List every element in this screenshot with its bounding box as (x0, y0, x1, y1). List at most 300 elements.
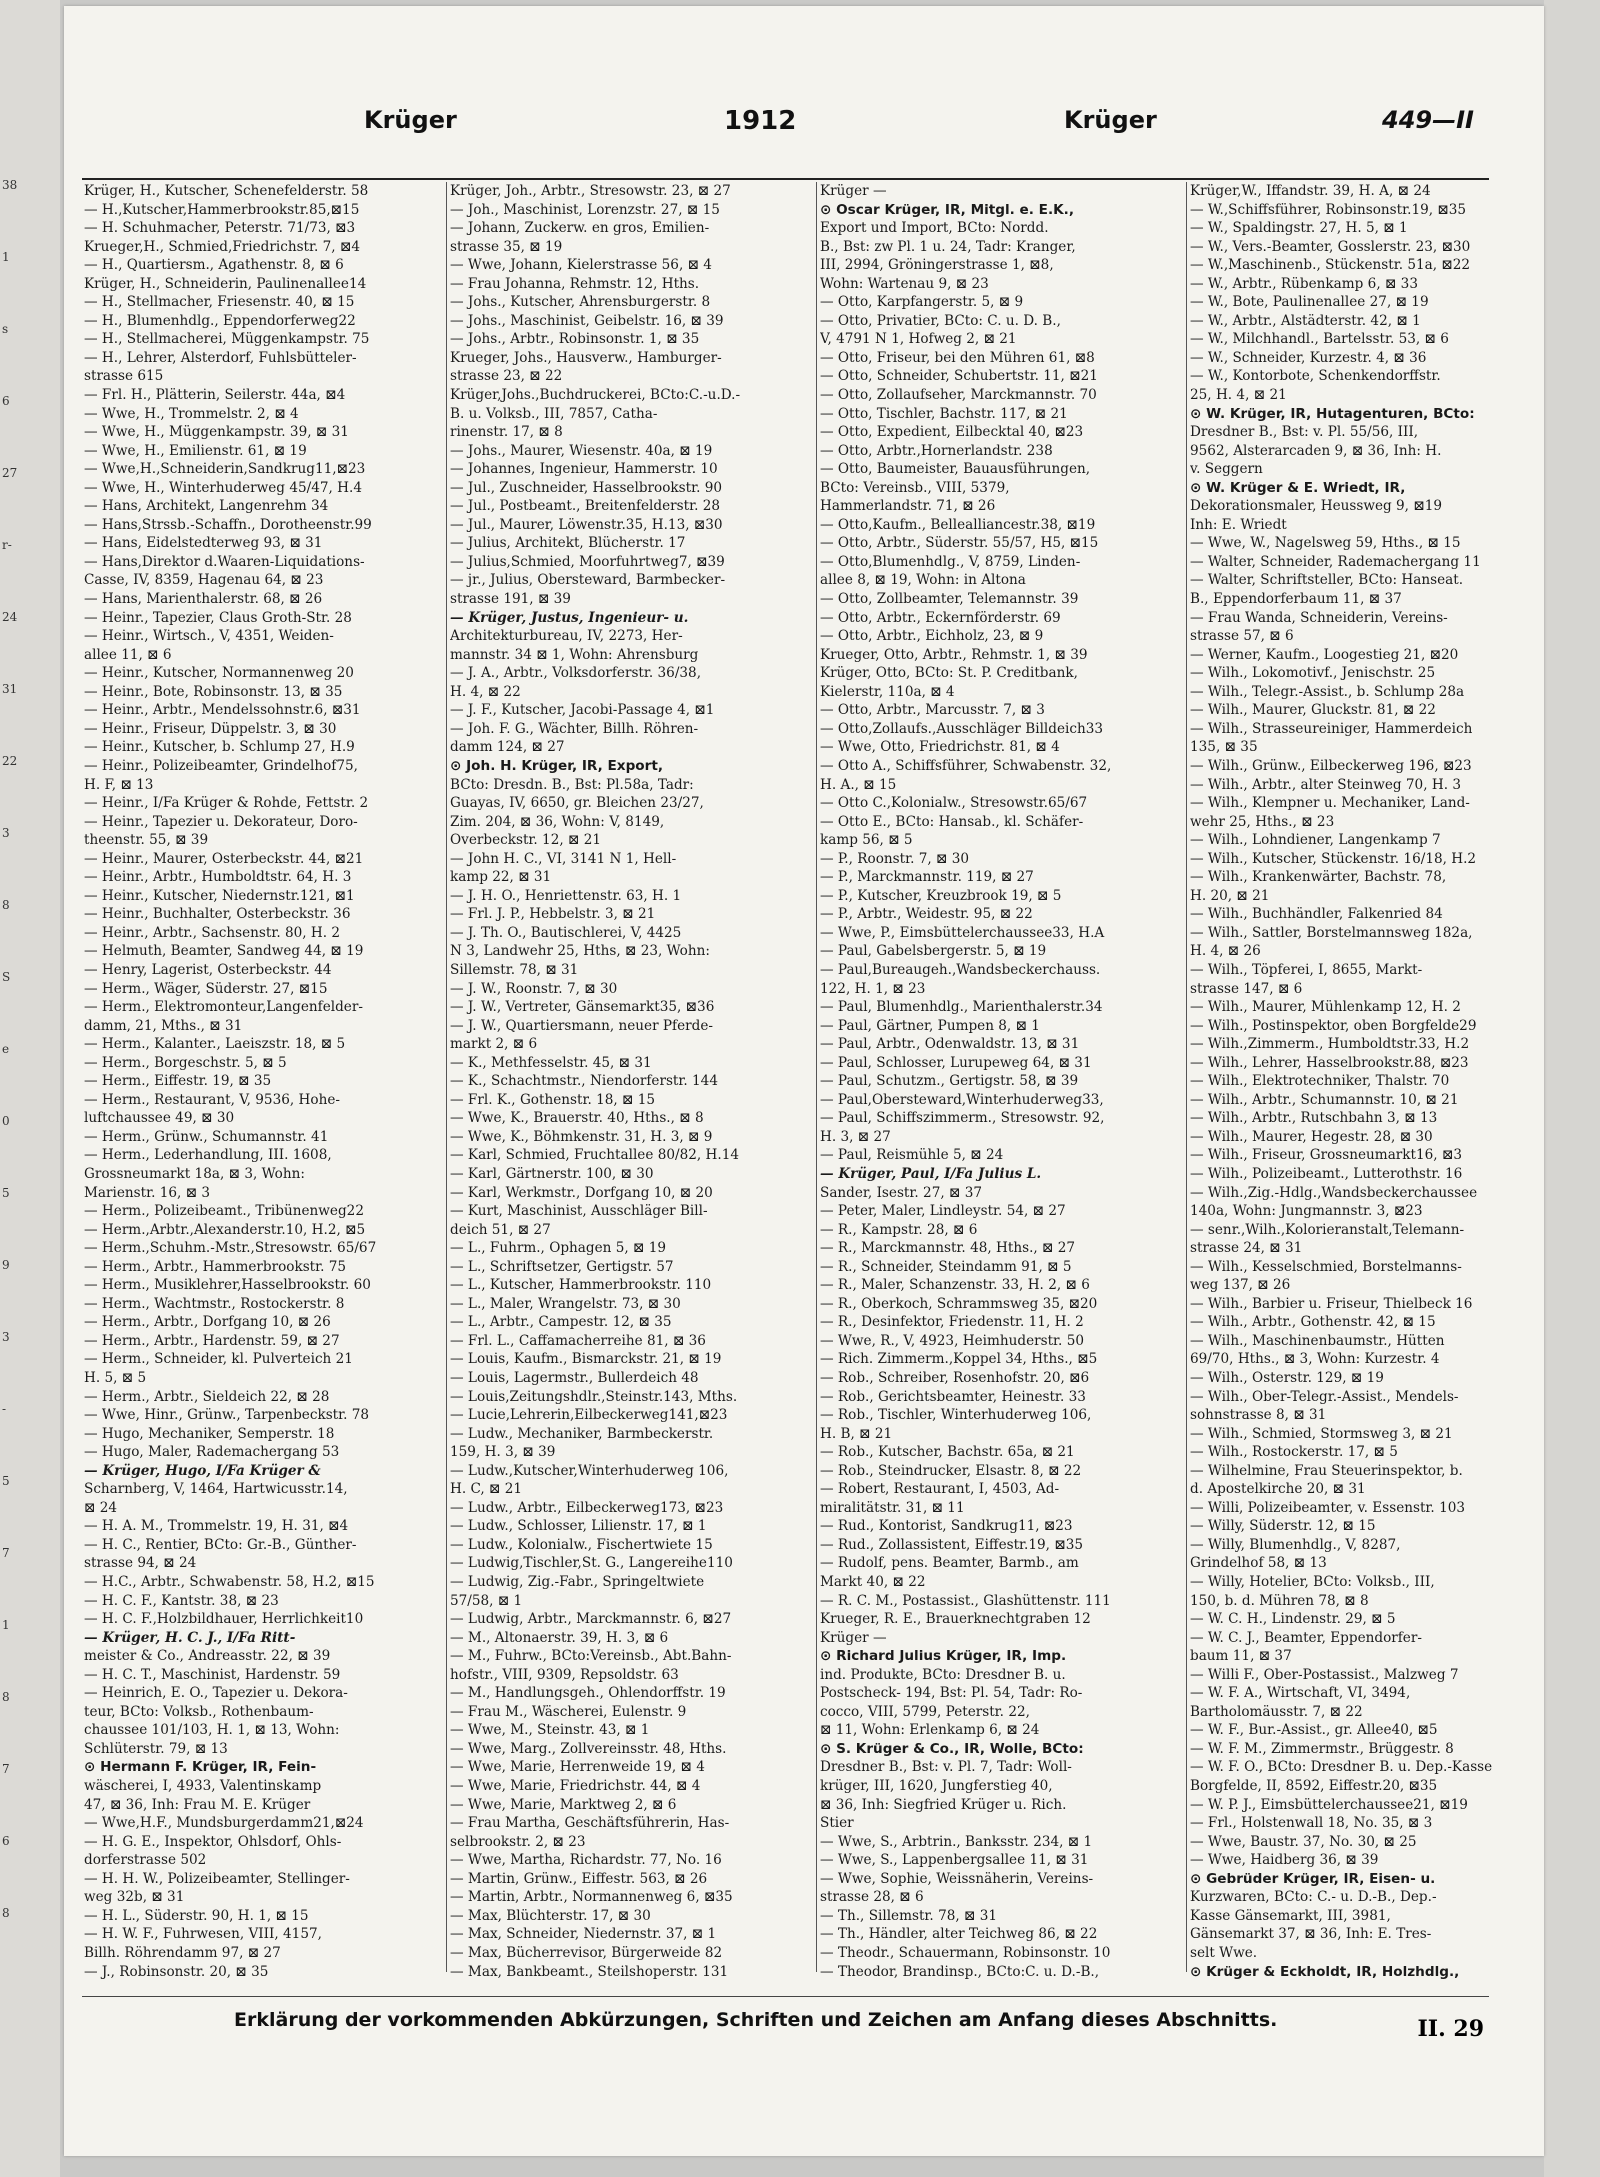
directory-entry-line: markt 2, ⊠ 6 (450, 1036, 538, 1053)
directory-entry-line: — Wilh., Krankenwärter, Bachstr. 78, (1190, 869, 1447, 886)
directory-entry-line: Dekorationsmaler, Heussweg 9, ⊠19 (1190, 498, 1443, 515)
directory-entry-line: — Wwe, M., Steinstr. 43, ⊠ 1 (450, 1722, 650, 1739)
directory-entry-line: ⊙ Hermann F. Krüger, IR, Fein- (84, 1759, 317, 1776)
directory-entry-line: mannstr. 34 ⊠ 1, Wohn: Ahrensburg (450, 646, 699, 663)
directory-entry-line: — Jul., Zuschneider, Hasselbrookstr. 90 (450, 479, 723, 496)
directory-entry-line: Krueger, Johs., Hausverw., Hamburger- (450, 349, 722, 366)
directory-entry-line: — Theodor, Brandinsp., BCto:C. u. D.-B., (820, 1963, 1100, 1980)
directory-entry-line: — Frau M., Wäscherei, Eulenstr. 9 (450, 1703, 687, 1720)
directory-entry-line: Schlüterstr. 79, ⊠ 13 (84, 1740, 228, 1757)
directory-entry-line: — Ludwig, Arbtr., Marckmannstr. 6, ⊠27 (450, 1611, 732, 1628)
directory-entry-line: — H. C., Rentier, BCto: Gr.-B., Günther- (84, 1536, 357, 1553)
directory-entry-line: — Rob., Tischler, Winterhuderweg 106, (820, 1407, 1092, 1424)
directory-entry-line: — H. A. M., Trommelstr. 19, H. 31, ⊠4 (84, 1518, 349, 1535)
directory-entry-line: Dresdner B., Bst: v. Pl. 7, Tadr: Woll- (820, 1759, 1072, 1776)
directory-entry-line: — Otto, Friseur, bei den Mühren 61, ⊠8 (820, 349, 1095, 366)
directory-entry-line: — Otto, Privatier, BCto: C. u. D. B., (820, 312, 1061, 329)
directory-entry-line: — Hans,Strssb.-Schaffn., Dorotheenstr.99 (84, 516, 372, 533)
directory-entry-line: — R., Schneider, Steindamm 91, ⊠ 5 (820, 1258, 1072, 1275)
directory-entry-line: — Otto, Arbtr., Eckernförderstr. 69 (820, 609, 1061, 626)
directory-entry-line: — Wilh., Arbtr., Rutschbahn 3, ⊠ 13 (1190, 1110, 1438, 1127)
directory-entry-line: — W.,Schiffsführer, Robinsonstr.19, ⊠35 (1190, 201, 1467, 218)
directory-entry-line: Krüger, Joh., Arbtr., Stresowstr. 23, ⊠ 27 (450, 183, 731, 199)
directory-entry-line: — Paul, Reismühle 5, ⊠ 24 (820, 1147, 1004, 1164)
directory-entry-line: H. 3, ⊠ 27 (820, 1128, 891, 1145)
directory-entry-line: Bartholomäusstr. 7, ⊠ 22 (1190, 1703, 1363, 1720)
directory-entry-line: 140a, Wohn: Jungmannstr. 3, ⊠23 (1190, 1203, 1423, 1220)
adjacent-page-fragment: 3 (2, 826, 10, 840)
directory-entry-line (820, 1981, 1184, 1982)
directory-entry-line: — Wilh., Telegr.-Assist., b. Schlump 28a (1190, 683, 1465, 700)
directory-entry-line: Grindelhof 58, ⊠ 13 (1190, 1555, 1327, 1572)
directory-entry-line: strasse 94, ⊠ 24 (84, 1555, 197, 1572)
directory-entry-line: chaussee 101/103, H. 1, ⊠ 13, Wohn: (84, 1722, 340, 1739)
directory-entry-line: kamp 22, ⊠ 31 (450, 869, 552, 886)
directory-entry-line: — Wwe, R., V, 4923, Heimhuderstr. 50 (820, 1332, 1085, 1349)
directory-entry-line: — Ludw., Schlosser, Lilienstr. 17, ⊠ 1 (450, 1518, 707, 1535)
directory-entry-line: — H.,Kutscher,Hammerbrookstr.85,⊠15 (84, 201, 360, 218)
directory-entry-line: — J. W., Vertreter, Gänsemarkt35, ⊠36 (450, 999, 715, 1016)
adjacent-page-fragment: s (2, 322, 9, 336)
directory-entry-line: — Heinr., Bote, Robinsonstr. 13, ⊠ 35 (84, 683, 343, 700)
directory-entry-line: — Rudolf, pens. Beamter, Barmb., am (820, 1555, 1079, 1572)
directory-entry-line: — Ludw., Mechaniker, Barmbeckerstr. (450, 1425, 714, 1442)
directory-entry-line: H. B, ⊠ 21 (820, 1425, 893, 1442)
column-3 (820, 182, 1184, 1982)
directory-entry-line: — Wilh.,Zimmerm., Humboldtstr.33, H.2 (1190, 1036, 1470, 1053)
adjacent-page-fragment: 0 (2, 1114, 10, 1128)
directory-entry-line: — H. C. F.,Holzbildhauer, Herrlichkeit10 (84, 1611, 364, 1628)
directory-entry-line: — Wwe, P., Eimsbüttelerchaussee33, H.A (820, 924, 1105, 941)
directory-entry-line: — Walter, Schriftsteller, BCto: Hanseat. (1190, 572, 1464, 589)
directory-entry-line: — H.C., Arbtr., Schwabenstr. 58, H.2, ⊠15 (84, 1574, 375, 1591)
directory-entry-line: — Otto, Arbtr.,Hornerlandstr. 238 (820, 442, 1053, 459)
directory-entry-line: — W. P. J., Eimsbüttelerchaussee21, ⊠19 (1190, 1796, 1468, 1813)
directory-entry-line: — Wwe, Marg., Zollvereinsstr. 48, Hths. (450, 1740, 727, 1757)
directory-entry-line: — Max, Blüchterstr. 17, ⊠ 30 (450, 1907, 651, 1924)
directory-entry-line: — Johs., Kutscher, Ahrensburgerstr. 8 (450, 294, 711, 311)
header-rule (82, 178, 1489, 180)
directory-entry-line: — Louis,Zeitungshdlr.,Steinstr.143, Mths. (450, 1388, 738, 1405)
column-divider (446, 182, 447, 1972)
directory-entry-line: Inh: E. Wriedt (1190, 516, 1287, 533)
directory-entry-line: — Wilh., Polizeibeamt., Lutterothstr. 16 (1190, 1165, 1463, 1182)
directory-entry-line: — Paul,Bureaugeh.,Wandsbeckerchauss. (820, 961, 1101, 978)
directory-entry-line: rinenstr. 17, ⊠ 8 (450, 424, 563, 441)
directory-entry-line: — Martin, Arbtr., Normannenweg 6, ⊠35 (450, 1889, 733, 1906)
directory-entry-line: — Hans,Direktor d.Waaren-Liquidations- (84, 553, 365, 570)
directory-entry-line: — Krüger, H. C. J., I/Fa Ritt- (84, 1629, 296, 1646)
directory-entry-line: meister & Co., Andreasstr. 22, ⊠ 39 (84, 1648, 331, 1665)
directory-entry-line: — J. H. O., Henriettenstr. 63, H. 1 (450, 887, 682, 904)
directory-entry-line: — Hugo, Mechaniker, Semperstr. 18 (84, 1425, 335, 1442)
directory-entry-line: Krüger, H., Kutscher, Schenefelderstr. 58 (84, 183, 369, 199)
directory-entry-line: Sillemstr. 78, ⊠ 31 (450, 961, 579, 978)
directory-entry-line: Borgfelde, II, 8592, Eiffestr.20, ⊠35 (1190, 1778, 1438, 1795)
adjacent-page-fragment: e (2, 1042, 10, 1056)
directory-entry-line: — Lucie,Lehrerin,Eilbeckerweg141,⊠23 (450, 1407, 728, 1424)
directory-entry-line: — jr., Julius, Obersteward, Barmbecker- (450, 572, 726, 589)
directory-entry-line: — Heinr., Polizeibeamter, Grindelhof75, (84, 757, 358, 774)
directory-entry-line: — Walter, Schneider, Rademachergang 11 (1190, 553, 1481, 570)
directory-entry-line: — Heinr., Wirtsch., V, 4351, Weiden- (84, 628, 334, 645)
directory-entry-line: strasse 615 (84, 368, 164, 385)
adjacent-page-fragment: 24 (2, 610, 18, 624)
directory-entry-line: — Theodr., Schauermann, Robinsonstr. 10 (820, 1944, 1111, 1961)
directory-entry-line: — Wilh., Osterstr. 129, ⊠ 19 (1190, 1370, 1384, 1386)
directory-entry-line: — Willy, Hotelier, BCto: Volksb., III, (1190, 1574, 1435, 1591)
directory-entry-line: 135, ⊠ 35 (1190, 739, 1258, 756)
directory-entry-line: — H., Lehrer, Alsterdorf, Fuhlsbütteler- (84, 349, 357, 366)
directory-entry-line: — Frl. J. P., Hebbelstr. 3, ⊠ 21 (450, 906, 656, 923)
directory-entry-line: — Otto,Blumenhdlg., V, 8759, Linden- (820, 553, 1081, 570)
directory-entry-line: Architekturbureau, IV, 2273, Her- (450, 628, 683, 645)
directory-entry-line: — Wwe, H., Winterhuderweg 45/47, H.4 (84, 479, 362, 496)
directory-entry-line: wäscherei, I, 4933, Valentinskamp (84, 1778, 322, 1795)
directory-entry-line: — Herm., Elektromonteur,Langenfelder- (84, 999, 363, 1016)
directory-entry-line: — Wwe, Otto, Friedrichstr. 81, ⊠ 4 (820, 739, 1060, 756)
adjacent-page-fragment: 1 (2, 1618, 10, 1632)
directory-entry-line: — Wilh., Schmied, Stormsweg 3, ⊠ 21 (1190, 1425, 1453, 1442)
directory-entry-line: — Wilhelmine, Frau Steuerinspektor, b. (1190, 1462, 1463, 1479)
directory-entry-line: strasse 57, ⊠ 6 (1190, 628, 1294, 645)
directory-entry-line: — Wilh., Postinspektor, oben Borgfelde29 (1190, 1017, 1477, 1034)
directory-entry-line: Krueger,H., Schmied,Friedrichstr. 7, ⊠4 (84, 238, 360, 255)
directory-entry-line (84, 1981, 444, 1982)
directory-entry-line: Stier (820, 1815, 854, 1832)
directory-entry-line: — Frau Martha, Geschäftsführerin, Has- (450, 1815, 730, 1832)
directory-entry-line: luftchaussee 49, ⊠ 30 (84, 1110, 235, 1127)
directory-entry-line: — Willy, Blumenhdlg., V, 8287, (1190, 1536, 1401, 1553)
column-4 (1190, 182, 1535, 1982)
directory-entry-line: — L., Kutscher, Hammerbrookstr. 110 (450, 1277, 712, 1294)
directory-entry-line: Krüger, Otto, BCto: St. P. Creditbank, (820, 665, 1078, 682)
directory-entry-line: — Wilh.,Zig.-Hdlg.,Wandsbeckerchaussee (1190, 1184, 1478, 1201)
directory-entry-line: deich 51, ⊠ 27 (450, 1221, 551, 1238)
adjacent-page-fragment: 38 (2, 178, 18, 192)
directory-entry-line: — Wwe, Haidberg 36, ⊠ 39 (1190, 1852, 1379, 1869)
adjacent-page-fragment: 31 (2, 682, 18, 696)
directory-entry-line: — Wilh., Elektrotechniker, Thalstr. 70 (1190, 1073, 1450, 1090)
directory-entry-line: Wohn: Wartenau 9, ⊠ 23 (820, 275, 989, 292)
directory-entry-line: — Th., Sillemstr. 78, ⊠ 31 (820, 1907, 998, 1924)
directory-entry-line: weg 32b, ⊠ 31 (84, 1889, 185, 1906)
directory-entry-line: — Rob., Kutscher, Bachstr. 65a, ⊠ 21 (820, 1444, 1075, 1461)
directory-entry-line: ⊠ 36, Inh: Siegfried Krüger u. Rich. (820, 1796, 1067, 1813)
directory-entry-line: — W., Schneider, Kurzestr. 4, ⊠ 36 (1190, 349, 1427, 366)
directory-entry-line: — L., Schriftsetzer, Gertigstr. 57 (450, 1258, 674, 1275)
directory-entry-line: BCto: Vereinsb., VIII, 5379, (820, 479, 1010, 496)
directory-entry-line: H. 4, ⊠ 26 (1190, 943, 1261, 960)
directory-entry-line: — Wilh., Kesselschmied, Borstelmanns- (1190, 1258, 1462, 1275)
directory-entry-line: — Wwe, H., Emilienstr. 61, ⊠ 19 (84, 442, 307, 459)
directory-entry-line: — P., Marckmannstr. 119, ⊠ 27 (820, 869, 1034, 886)
directory-entry-line: — Herm., Arbtr., Dorfgang 10, ⊠ 26 (84, 1314, 331, 1331)
directory-entry-line: ⊙ Oscar Krüger, IR, Mitgl. e. E.K., (820, 201, 1074, 218)
directory-entry-line: III, 2994, Gröningerstrasse 1, ⊠8, (820, 257, 1054, 274)
directory-entry-line: 25, H. 4, ⊠ 21 (1190, 387, 1287, 404)
directory-entry-line: — Otto, Zollbeamter, Telemannstr. 39 (820, 591, 1079, 608)
directory-entry-line: — Ludwig,Tischler,St. G., Langereihe110 (450, 1555, 733, 1572)
directory-entry-line: d. Apostelkirche 20, ⊠ 31 (1190, 1481, 1366, 1498)
directory-entry-line: — Heinr., Tapezier u. Dekorateur, Doro- (84, 813, 358, 830)
directory-entry-line: — Otto A., Schiffsführer, Schwabenstr. 32, (820, 757, 1112, 774)
directory-entry-line: — J. A., Arbtr., Volksdorferstr. 36/38, (450, 665, 702, 682)
directory-entry-line: — Joh., Maschinist, Lorenzstr. 27, ⊠ 15 (450, 201, 720, 218)
directory-entry-line: — R., Oberkoch, Schrammsweg 35, ⊠20 (820, 1295, 1098, 1312)
directory-entry-line: — H., Stellmacher, Friesenstr. 40, ⊠ 15 (84, 294, 355, 311)
directory-entry-line: — Wilh., Buchhändler, Falkenried 84 (1190, 906, 1443, 923)
directory-entry-line: — W.,Maschinenb., Stückenstr. 51a, ⊠22 (1190, 257, 1471, 274)
directory-entry-line: cocco, VIII, 5799, Peterstr. 22, (820, 1703, 1030, 1720)
adjacent-page-fragment: 5 (2, 1474, 10, 1488)
directory-entry-line: ⊠ 11, Wohn: Erlenkamp 6, ⊠ 24 (820, 1722, 1040, 1739)
directory-entry-line: — Ludw.,Kutscher,Winterhuderweg 106, (450, 1462, 729, 1479)
directory-entry-line: — Herm., Arbtr., Hammerbrookstr. 75 (84, 1258, 347, 1275)
directory-entry-line: ⊙ W. Krüger, IR, Hutagenturen, BCto: (1190, 405, 1475, 422)
directory-entry-line: — Johann, Zuckerw. en gros, Emilien- (450, 220, 710, 237)
directory-entry-line: — Paul, Schutzm., Gertigstr. 58, ⊠ 39 (820, 1073, 1079, 1090)
directory-entry-line: — Wilh., Lohndiener, Langenkamp 7 (1190, 832, 1441, 849)
directory-entry-line: — Wilh., Lehrer, Hasselbrookstr.88, ⊠23 (1190, 1054, 1469, 1071)
directory-entry-line: — Hans, Marienthalerstr. 68, ⊠ 26 (84, 591, 323, 608)
adjacent-page-fragment: 6 (2, 1834, 10, 1848)
directory-entry-line: — Heinr., I/Fa Krüger & Rohde, Fettstr. 2 (84, 795, 369, 812)
adjacent-page-fragment: 6 (2, 394, 10, 408)
directory-entry-line: V, 4791 N 1, Hofweg 2, ⊠ 21 (820, 331, 1017, 348)
adjacent-page-fragment: S (2, 970, 11, 984)
directory-entry-line: — Wwe, H., Trommelstr. 2, ⊠ 4 (84, 405, 299, 422)
directory-entry-line: — Rich. Zimmerm.,Koppel 34, Hths., ⊠5 (820, 1351, 1098, 1368)
directory-entry-line: — Karl, Gärtnerstr. 100, ⊠ 30 (450, 1165, 654, 1182)
directory-entry-line: — Julius,Schmied, Moorfuhrtweg7, ⊠39 (450, 553, 725, 570)
directory-entry-line: — Ludwig, Zig.-Fabr., Springeltwiete (450, 1574, 705, 1591)
directory-entry-line: Marienstr. 16, ⊠ 3 (84, 1184, 211, 1201)
directory-entry-line: — Herm., Polizeibeamt., Tribünenweg22 (84, 1203, 364, 1220)
directory-entry-line: — Otto, Karpfangerstr. 5, ⊠ 9 (820, 294, 1024, 311)
directory-entry-line: — Wilh., Friseur, Grossneumarkt16, ⊠3 (1190, 1147, 1462, 1164)
directory-entry-line: Guayas, IV, 6650, gr. Bleichen 23/27, (450, 795, 704, 812)
directory-entry-line: 122, H. 1, ⊠ 23 (820, 980, 926, 997)
directory-entry-line: — W. F. M., Zimmermstr., Brüggestr. 8 (1190, 1740, 1454, 1757)
adjacent-page-fragment: 3 (2, 1330, 10, 1344)
directory-entry-line: Postscheck- 194, Bst: Pl. 54, Tadr: Ro- (820, 1685, 1083, 1702)
directory-entry-line: — John H. C., VI, 3141 N 1, Hell- (450, 850, 677, 867)
directory-entry-line: — Wilh., Lokomotivf., Jenischstr. 25 (1190, 665, 1436, 682)
directory-entry-line: dorferstrasse 502 (84, 1852, 207, 1869)
directory-entry-line: — H. C. T., Maschinist, Hardenstr. 59 (84, 1666, 341, 1683)
directory-entry-line: — Johs., Arbtr., Robinsonstr. 1, ⊠ 35 (450, 331, 700, 348)
directory-entry-line: Overbeckstr. 12, ⊠ 21 (450, 832, 601, 849)
directory-entry-line: — Krüger, Hugo, I/Fa Krüger & (84, 1462, 321, 1479)
directory-entry-line (450, 1981, 814, 1982)
directory-entry-line: — Krüger, Paul, I/Fa Julius L. (820, 1165, 1042, 1182)
directory-entry-line: — Max, Bankbeamt., Steilshoperstr. 131 (450, 1963, 729, 1980)
directory-entry-line: — Wwe, S., Arbtrin., Banksstr. 234, ⊠ 1 (820, 1833, 1093, 1850)
directory-entry-line: — J. W., Roonstr. 7, ⊠ 30 (450, 980, 618, 997)
adjacent-page-fragment: 9 (2, 1258, 10, 1272)
directory-entry-line: Grossneumarkt 18a, ⊠ 3, Wohn: (84, 1165, 305, 1182)
directory-entry-line: — J., Robinsonstr. 20, ⊠ 35 (84, 1963, 269, 1980)
header-page-number: 449—II (1382, 106, 1474, 134)
directory-entry-line: — R., Desinfektor, Friedenstr. 11, H. 2 (820, 1314, 1084, 1331)
column-1 (84, 182, 444, 1982)
directory-entry-line: — Otto, Tischler, Bachstr. 117, ⊠ 21 (820, 405, 1068, 422)
directory-entry-line: — H. W. F., Fuhrwesen, VIII, 4157, (84, 1926, 322, 1943)
directory-entry-line: — Johannes, Ingenieur, Hammerstr. 10 (450, 461, 718, 478)
directory-entry-line: — Wwe, Johann, Kielerstrasse 56, ⊠ 4 (450, 257, 712, 274)
directory-entry-line: — Wwe, H., Müggenkampstr. 39, ⊠ 31 (84, 424, 349, 441)
directory-entry-line: — Wilh., Kutscher, Stückenstr. 16/18, H.2 (1190, 850, 1477, 867)
directory-entry-line: Zim. 204, ⊠ 36, Wohn: V, 8149, (450, 813, 665, 830)
directory-entry-line: H. 5, ⊠ 5 (84, 1370, 147, 1386)
directory-entry-line: Krüger — (820, 1629, 887, 1646)
directory-entry-line: — P., Roonstr. 7, ⊠ 30 (820, 850, 970, 867)
directory-entry-line: Krueger, R. E., Brauerknechtgraben 12 (820, 1611, 1091, 1628)
directory-entry-line: — Wilh., Maurer, Mühlenkamp 12, H. 2 (1190, 999, 1461, 1016)
directory-entry-line: H. F, ⊠ 13 (84, 776, 154, 793)
directory-entry-line: — Krüger, Justus, Ingenieur- u. (450, 609, 689, 626)
footer-note: Erklärung der vorkommenden Abkürzungen, Schriften und Zeichen am Anfang dieses Abschnitts. (234, 2009, 1278, 2031)
directory-entry-line: — Otto, Expedient, Eilbecktal 40, ⊠23 (820, 424, 1084, 441)
directory-entry-line: — Karl, Schmied, Fruchtallee 80/82, H.14 (450, 1147, 739, 1164)
directory-entry-line: Kasse Gänsemarkt, III, 3981, (1190, 1907, 1391, 1924)
directory-entry-line: ⊙ Richard Julius Krüger, IR, Imp. (820, 1648, 1067, 1665)
directory-entry-line: Krüger, H., Schneiderin, Paulinenallee14 (84, 275, 367, 292)
directory-entry-line: — W., Spaldingstr. 27, H. 5, ⊠ 1 (1190, 220, 1408, 237)
directory-entry-line: selbrookstr. 2, ⊠ 23 (450, 1833, 586, 1850)
directory-entry-line: — Herm., Lederhandlung, III. 1608, (84, 1147, 332, 1164)
directory-entry-line: — Ludw., Kolonialw., Fischertwiete 15 (450, 1536, 713, 1553)
directory-entry-line: — Wilh., Maurer, Gluckstr. 81, ⊠ 22 (1190, 702, 1436, 719)
directory-entry-line: — Wilh., Töpferei, I, 8655, Markt- (1190, 961, 1423, 978)
directory-entry-line: weg 137, ⊠ 26 (1190, 1277, 1291, 1294)
directory-entry-line: — L., Maler, Wrangelstr. 73, ⊠ 30 (450, 1295, 681, 1312)
directory-entry-line: — Otto, Schneider, Schubertstr. 11, ⊠21 (820, 368, 1098, 385)
directory-entry-line: — W. C. H., Lindenstr. 29, ⊠ 5 (1190, 1611, 1396, 1628)
directory-entry-line: — M., Handlungsgeh., Ohlendorffstr. 19 (450, 1685, 726, 1702)
directory-entry-line: 57/58, ⊠ 1 (450, 1592, 523, 1609)
page-header (64, 106, 1544, 146)
directory-entry-line: 159, H. 3, ⊠ 39 (450, 1444, 556, 1461)
directory-entry-line: B. u. Volksb., III, 7857, Catha- (450, 405, 658, 422)
directory-entry-line: — Henry, Lagerist, Osterbeckstr. 44 (84, 961, 332, 978)
directory-entry-line: — Heinr., Kutscher, b. Schlump 27, H.9 (84, 739, 355, 756)
directory-entry-line: ⊙ Gebrüder Krüger, IR, Eisen- u. (1190, 1870, 1436, 1887)
directory-entry-line: kamp 56, ⊠ 5 (820, 832, 913, 849)
directory-entry-line: — Heinr., Tapezier, Claus Groth-Str. 28 (84, 609, 352, 626)
directory-entry-line: — J. F., Kutscher, Jacobi-Passage 4, ⊠1 (450, 702, 715, 719)
directory-entry-line: strasse 191, ⊠ 39 (450, 591, 571, 608)
directory-entry-line: — Willy, Süderstr. 12, ⊠ 15 (1190, 1518, 1376, 1535)
directory-entry-line: — W., Bote, Paulinenallee 27, ⊠ 19 (1190, 294, 1429, 311)
directory-entry-line: Krüger — (820, 183, 887, 199)
directory-entry-line: — W. C. J., Beamter, Eppendorfer- (1190, 1629, 1422, 1646)
directory-entry-line: — Rob., Steindrucker, Elsastr. 8, ⊠ 22 (820, 1462, 1082, 1479)
adjacent-page-fragment: 8 (2, 898, 10, 912)
column-divider (816, 182, 817, 1972)
directory-entry-line: — Wwe, Marie, Marktweg 2, ⊠ 6 (450, 1796, 677, 1813)
directory-entry-line: ⊙ Krüger & Eckholdt, IR, Holzhdlg., (1190, 1963, 1460, 1980)
directory-entry-line: — Heinr., Arbtr., Sachsenstr. 80, H. 2 (84, 924, 341, 941)
directory-entry-line: Scharnberg, V, 1464, Hartwicusstr.14, (84, 1481, 348, 1498)
directory-entry-line: — Peter, Maler, Lindleystr. 54, ⊠ 27 (820, 1203, 1066, 1220)
directory-entry-line: — Paul, Schiffszimmerm., Stresowstr. 92, (820, 1110, 1105, 1127)
directory-entry-line: — H., Blumenhdlg., Eppendorferweg22 (84, 312, 356, 329)
directory-entry-line: — Paul, Gabelsbergerstr. 5, ⊠ 19 (820, 943, 1047, 960)
directory-entry-line: — Heinr., Maurer, Osterbeckstr. 44, ⊠21 (84, 850, 364, 867)
directory-entry-line: — Otto E., BCto: Hansab., kl. Schäfer- (820, 813, 1084, 830)
directory-entry-line: ⊙ W. Krüger & E. Wriedt, IR, (1190, 479, 1406, 496)
directory-entry-line: — H. G. E., Inspektor, Ohlsdorf, Ohls- (84, 1833, 342, 1850)
directory-entry-line: — Wilh., Klempner u. Mechaniker, Land- (1190, 795, 1470, 812)
directory-entry-line: — Johs., Maurer, Wiesenstr. 40a, ⊠ 19 (450, 442, 713, 459)
column-2 (450, 182, 814, 1982)
directory-entry-line: — Johs., Maschinist, Geibelstr. 16, ⊠ 39 (450, 312, 724, 329)
directory-entry-line: — Herm., Wachtmstr., Rostockerstr. 8 (84, 1295, 345, 1312)
directory-entry-line: — Herm., Kalanter., Laeiszstr. 18, ⊠ 5 (84, 1036, 346, 1053)
directory-entry-line: — Otto,Kaufm., Bellealliancestr.38, ⊠19 (820, 516, 1096, 533)
header-year: 1912 (724, 106, 797, 136)
directory-entry-line: — M., Altonaerstr. 39, H. 3, ⊠ 6 (450, 1629, 669, 1646)
directory-entry-line: — Otto, Arbtr., Süderstr. 55/57, H5, ⊠15 (820, 535, 1099, 552)
directory-entry-line: — Otto, Arbtr., Eichholz, 23, ⊠ 9 (820, 628, 1044, 645)
directory-entry-line: — Wwe, Marie, Herrenweide 19, ⊠ 4 (450, 1759, 705, 1776)
directory-entry-line: B., Eppendorferbaum 11, ⊠ 37 (1190, 591, 1402, 608)
directory-entry-line: wehr 25, Hths., ⊠ 23 (1190, 813, 1335, 830)
directory-entry-line: — Herm.,Arbtr.,Alexanderstr.10, H.2, ⊠5 (84, 1221, 366, 1238)
header-left-name: Krüger (364, 106, 457, 134)
directory-entry-line: theenstr. 55, ⊠ 39 (84, 832, 209, 849)
directory-entry-line: — Hugo, Maler, Rademachergang 53 (84, 1444, 340, 1461)
directory-entry-line: — R., Kampstr. 28, ⊠ 6 (820, 1221, 978, 1238)
directory-entry-line: — Wwe, Marie, Friedrichstr. 44, ⊠ 4 (450, 1778, 701, 1795)
directory-entry-line: — Herm., Arbtr., Sieldeich 22, ⊠ 28 (84, 1388, 330, 1405)
directory-entry-line: Sander, Isestr. 27, ⊠ 37 (820, 1184, 982, 1201)
directory-entry-line: Casse, IV, 8359, Hagenau 64, ⊠ 23 (84, 572, 324, 589)
adjacent-page-strip (0, 0, 60, 2177)
directory-entry-line: krüger, III, 1620, Jungferstieg 40, (820, 1778, 1053, 1795)
directory-entry-line: — Joh. F. G., Wächter, Billh. Röhren- (450, 720, 699, 737)
directory-entry-line: strasse 35, ⊠ 19 (450, 238, 563, 255)
directory-entry-line: — Max, Bücherrevisor, Bürgerweide 82 (450, 1944, 723, 1961)
directory-entry-line: — J. W., Quartiersmann, neuer Pferde- (450, 1017, 713, 1034)
directory-entry-line: — Ludw., Arbtr., Eilbeckerweg173, ⊠23 (450, 1499, 724, 1516)
directory-entry-line: — Otto, Zollaufseher, Marckmannstr. 70 (820, 387, 1097, 404)
directory-entry-line: allee 8, ⊠ 19, Wohn: in Altona (820, 572, 1026, 589)
directory-entry-line: — Wilh., Arbtr., alter Steinweg 70, H. 3 (1190, 776, 1461, 793)
directory-entry-line: — Herm., Grünw., Schumannstr. 41 (84, 1128, 329, 1145)
directory-entry-line: — Wwe, Martha, Richardstr. 77, No. 16 (450, 1852, 722, 1869)
directory-entry-line: — Herm., Borgeschstr. 5, ⊠ 5 (84, 1054, 287, 1071)
directory-entry-line: — Wilh., Arbtr., Schumannstr. 10, ⊠ 21 (1190, 1091, 1459, 1108)
directory-entry-line: — Otto C.,Kolonialw., Stresowstr.65/67 (820, 795, 1088, 812)
directory-entry-line: baum 11, ⊠ 37 (1190, 1648, 1292, 1665)
directory-entry-line: — W., Milchhandl., Bartelsstr. 53, ⊠ 6 (1190, 331, 1449, 348)
directory-entry-line: — Hans, Architekt, Langenrehm 34 (84, 498, 329, 515)
directory-entry-line: — Wwe,H.,Schneiderin,Sandkrug11,⊠23 (84, 461, 366, 478)
directory-entry-line: — L., Fuhrm., Ophagen 5, ⊠ 19 (450, 1240, 667, 1257)
directory-entry-line: — Herm., Eiffestr. 19, ⊠ 35 (84, 1073, 272, 1090)
directory-entry-line: — Wilh., Strasseureiniger, Hammerdeich (1190, 720, 1473, 737)
directory-entry-line: — Wwe, W., Nagelsweg 59, Hths., ⊠ 15 (1190, 535, 1461, 552)
directory-entry-line: — Wwe, S., Lappenbergsallee 11, ⊠ 31 (820, 1852, 1089, 1869)
directory-entry-line: — Wilh., Maschinenbaumstr., Hütten (1190, 1332, 1445, 1349)
directory-entry-line: Export und Import, BCto: Nordd. (820, 220, 1049, 237)
directory-entry-line: — W., Kontorbote, Schenkendorffstr. (1190, 368, 1441, 385)
directory-entry-line: — Robert, Restaurant, I, 4503, Ad- (820, 1481, 1060, 1498)
directory-entry-line: hofstr., VIII, 9309, Repsoldstr. 63 (450, 1666, 679, 1683)
